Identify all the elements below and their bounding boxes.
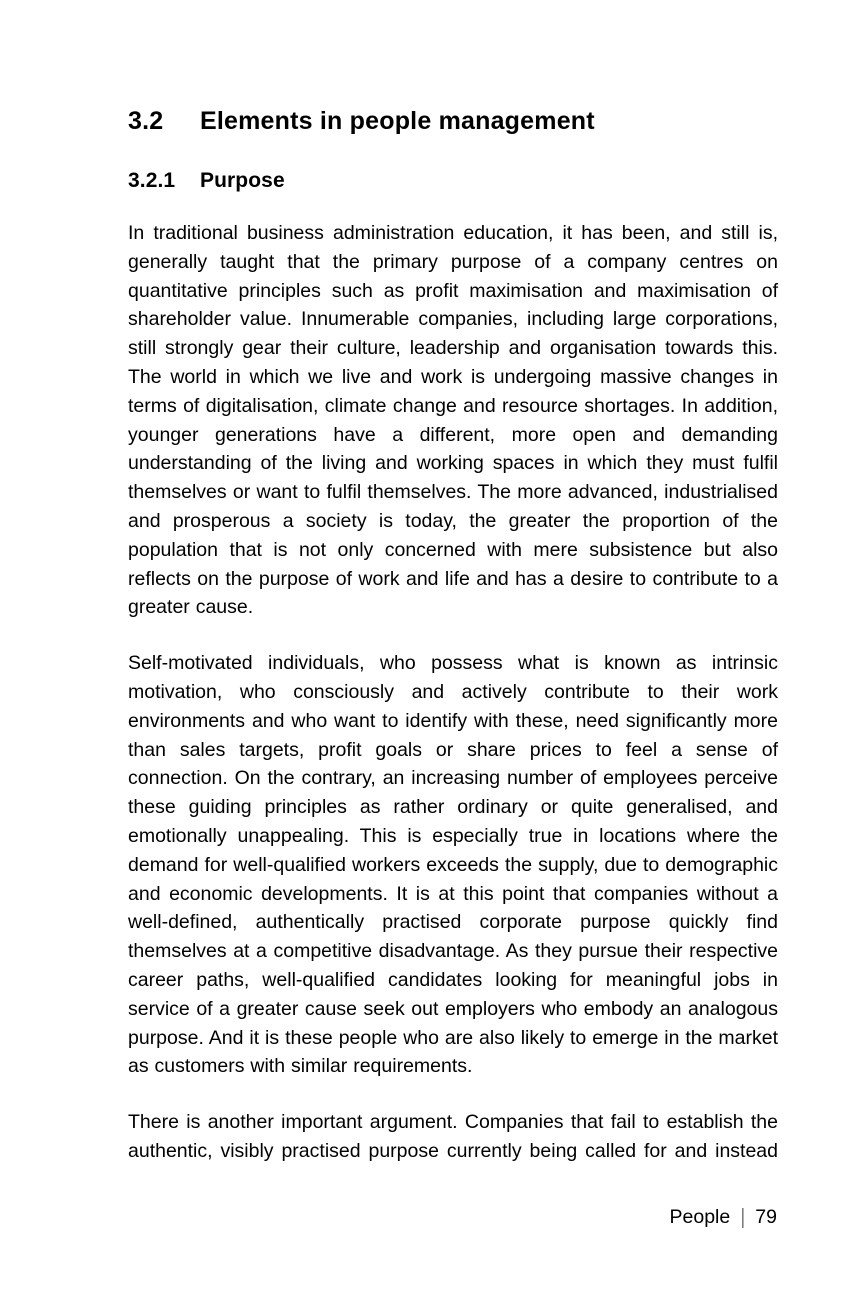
body-paragraph-1: In traditional business administration education, it has been, and still is, generally taught that the primary purpose of a company centres on quantitative principles such as profit maximisation and maximisation of shareholder value. Innumerable companies, including large corporations, still strongly gear their culture, leadership and organisation towards this. The world in which we live and work is undergoing massive changes in terms of digitalisation, climate change and resource shortages. In addition, younger generations have a different, more open and demanding understanding of the living and working spaces in which they must fulfil themselves or want to fulfil themselves. The more advanced, industrialised and prosperous a society is today, the greater the proportion of the population that is not only concerned with mere subsistence but also reflects on the purpose of work and life and has a desire to contribute to a greater cause.	[128, 222, 778, 619]
body-paragraph-3: There is another important argument. Companies that fail to establish the authentic, visibly practised purpose currently being called for and instead	[128, 1111, 778, 1162]
body-paragraph-2: Self-motivated individuals, who possess what is known as intrinsic motivation, who consciously and actively contribute to their work environments and who want to identify with these, need significantly more than sales targets, profit goals or share prices to feel a sense of connection. On the contrary, an increasing number of employees perceive these guiding principles as rather ordinary or quite generalised, and emotionally unappealing. This is especially true in locations where the demand for well-qualified workers exceeds the supply, due to demographic and economic developments. It is at this point that companies without a well-defined, authentically practised corporate purpose quickly find themselves at a competitive disadvantage. As they pursue their respective career paths, well-qualified candidates looking for meaningful jobs in service of a greater cause seek out employers who embody an analogous purpose. And it is these people who are also likely to emerge in the market as customers with similar requirements.	[128, 652, 778, 1078]
body-text	[128, 219, 778, 1166]
footer-page-number: 79	[755, 1206, 777, 1228]
subsection-title: Purpose	[200, 169, 285, 192]
page-footer	[670, 1203, 778, 1231]
section-heading	[128, 106, 778, 136]
footer-section-label: People	[669, 1206, 731, 1228]
subsection-number: 3.2.1	[128, 169, 176, 192]
section-title: Elements in people management	[200, 107, 595, 135]
subsection-heading	[128, 168, 778, 194]
footer-divider: |	[740, 1204, 746, 1230]
section-number: 3.2	[128, 107, 164, 135]
page-content	[128, 0, 778, 1166]
